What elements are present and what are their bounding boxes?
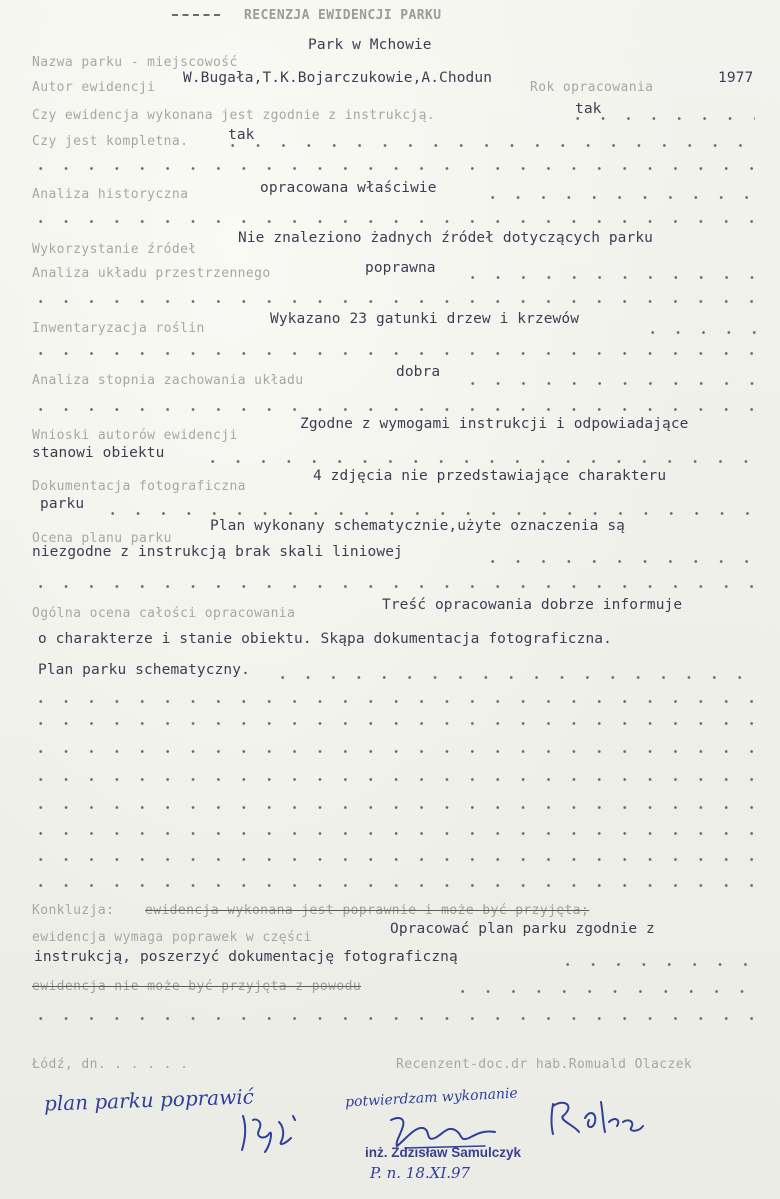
dotted-line: [555, 963, 760, 966]
value-zrodel: Nie znaleziono żadnych źródeł dotyczących parku: [238, 230, 653, 246]
dotted-line: [28, 858, 758, 861]
dotted-line: [480, 196, 760, 199]
label-autor: Autor ewidencji: [32, 80, 156, 95]
dotted-line: [480, 560, 760, 563]
value-wnioski-2: stanowi obiektu: [32, 445, 165, 461]
label-ocena-planu: Ocena planu parku: [32, 531, 172, 546]
label-zachowanie: Analiza stopnia zachowania układu: [32, 373, 304, 388]
value-zachowanie: dobra: [396, 364, 441, 380]
dotted-line: [28, 167, 758, 170]
value-autor: W.Bugała,T.K.Bojarczukowie,A.Chodun: [183, 70, 493, 86]
dotted-line: [28, 722, 758, 725]
label-konkluzja: Konkluzja:: [32, 903, 115, 918]
konkluzja-typed-line-3: instrukcją, poszerzyć dokumentację fotograficzną: [34, 949, 458, 965]
dotted-line: [28, 832, 758, 835]
dotted-line: [28, 750, 758, 753]
label-nazwa: Nazwa parku - miejscowość: [32, 55, 238, 70]
dotted-line: [28, 778, 758, 781]
value-dokumentacja-1: 4 zdjęcia nie przedstawiające charakteru: [313, 468, 667, 484]
dotted-line: [28, 700, 758, 703]
park-name: Park w Mchowie: [308, 37, 432, 53]
dotted-line: [28, 220, 758, 223]
dotted-line: [460, 276, 760, 279]
dotted-line: [28, 352, 758, 355]
dotted-line: [28, 408, 758, 411]
reviewer-signature: [545, 1092, 645, 1142]
label-wnioski: Wnioski autorów ewidencji: [32, 428, 238, 443]
label-zrodel: Wykorzystanie źródeł: [32, 242, 197, 257]
konkluzja-typed-line-2: Opracować plan parku zgodnie z: [390, 921, 655, 937]
label-uklad: Analiza układu przestrzennego: [32, 266, 271, 281]
label-lodz: Łódź, dn. . . . . .: [32, 1057, 189, 1072]
label-historyczna: Analiza historyczna: [32, 187, 189, 202]
konkluzja-form-line-2: ewidencja wymaga poprawek w części: [32, 930, 312, 945]
value-uklad: poprawna: [365, 260, 436, 276]
konkluzja-struck-line-3: ewidencja nie może być przyjęta z powodu: [32, 979, 362, 994]
dotted-line: [460, 382, 760, 385]
dotted-line: [640, 331, 760, 334]
dotted-line: [270, 676, 760, 679]
corner-mark: [172, 14, 220, 18]
value-rok: 1977: [718, 70, 754, 86]
label-recenzent: Recenzent-doc.dr hab.Romuald Olaczek: [396, 1057, 693, 1072]
value-wnioski-1: Zgodne z wymogami instrukcji i odpowiadające: [300, 416, 689, 432]
value-ogolna-2: o charakterze i stanie obiektu. Skąpa dokumentacja fotograficzna.: [38, 631, 612, 647]
dotted-line: [565, 117, 755, 120]
dotted-line: [28, 585, 758, 588]
value-kompletna: tak: [228, 127, 255, 143]
initials-signature: [235, 1110, 305, 1155]
label-zgodnie: Czy ewidencja wykonana jest zgodnie z instrukcją.: [32, 108, 436, 123]
label-ogolna: Ogólna ocena całości opracowania: [32, 606, 296, 621]
value-ogolna-3: Plan parku schematyczny.: [38, 662, 250, 678]
value-dokumentacja-2: parku: [40, 496, 85, 512]
value-ocena-planu-2: niezgodne z instrukcją brak skali liniowej: [32, 544, 403, 560]
konkluzja-struck-line-1: ewidencja wykonana jest poprawnie i może być przyjęta;: [145, 903, 590, 918]
handwritten-note-right: potwierdzam wykonanie: [344, 1085, 519, 1111]
document-title: RECENZJA EWIDENCJI PARKU: [244, 8, 442, 23]
handwritten-note-left: plan parku poprawić: [43, 1084, 255, 1116]
value-historyczna: opracowana właściwie: [260, 180, 437, 196]
value-zgodnie: tak: [575, 101, 602, 117]
label-inwentaryzacja: Inwentaryzacja roślin: [32, 321, 205, 336]
value-ogolna-1: Treść opracowania dobrze informuje: [382, 597, 683, 613]
dotted-line: [28, 1017, 758, 1020]
dotted-line: [100, 512, 760, 515]
dotted-line: [28, 300, 758, 303]
inspector-stamp-name: inż. Zdzisław Samulczyk: [365, 1145, 522, 1160]
dotted-line: [28, 884, 758, 887]
dotted-line: [200, 460, 760, 463]
label-kompletna: Czy jest kompletna.: [32, 134, 189, 149]
label-dokumentacja: Dokumentacja fotograficzna: [32, 479, 246, 494]
dotted-line: [450, 990, 760, 993]
value-ocena-planu-1: Plan wykonany schematycznie,użyte oznaczenia są: [210, 518, 625, 534]
dotted-line: [220, 144, 760, 147]
label-rok: Rok opracowania: [530, 80, 654, 95]
stamp-date: P. n. 18.XI.97: [370, 1164, 471, 1182]
dotted-line: [28, 806, 758, 809]
value-inwentaryzacja: Wykazano 23 gatunki drzew i krzewów: [270, 311, 580, 327]
